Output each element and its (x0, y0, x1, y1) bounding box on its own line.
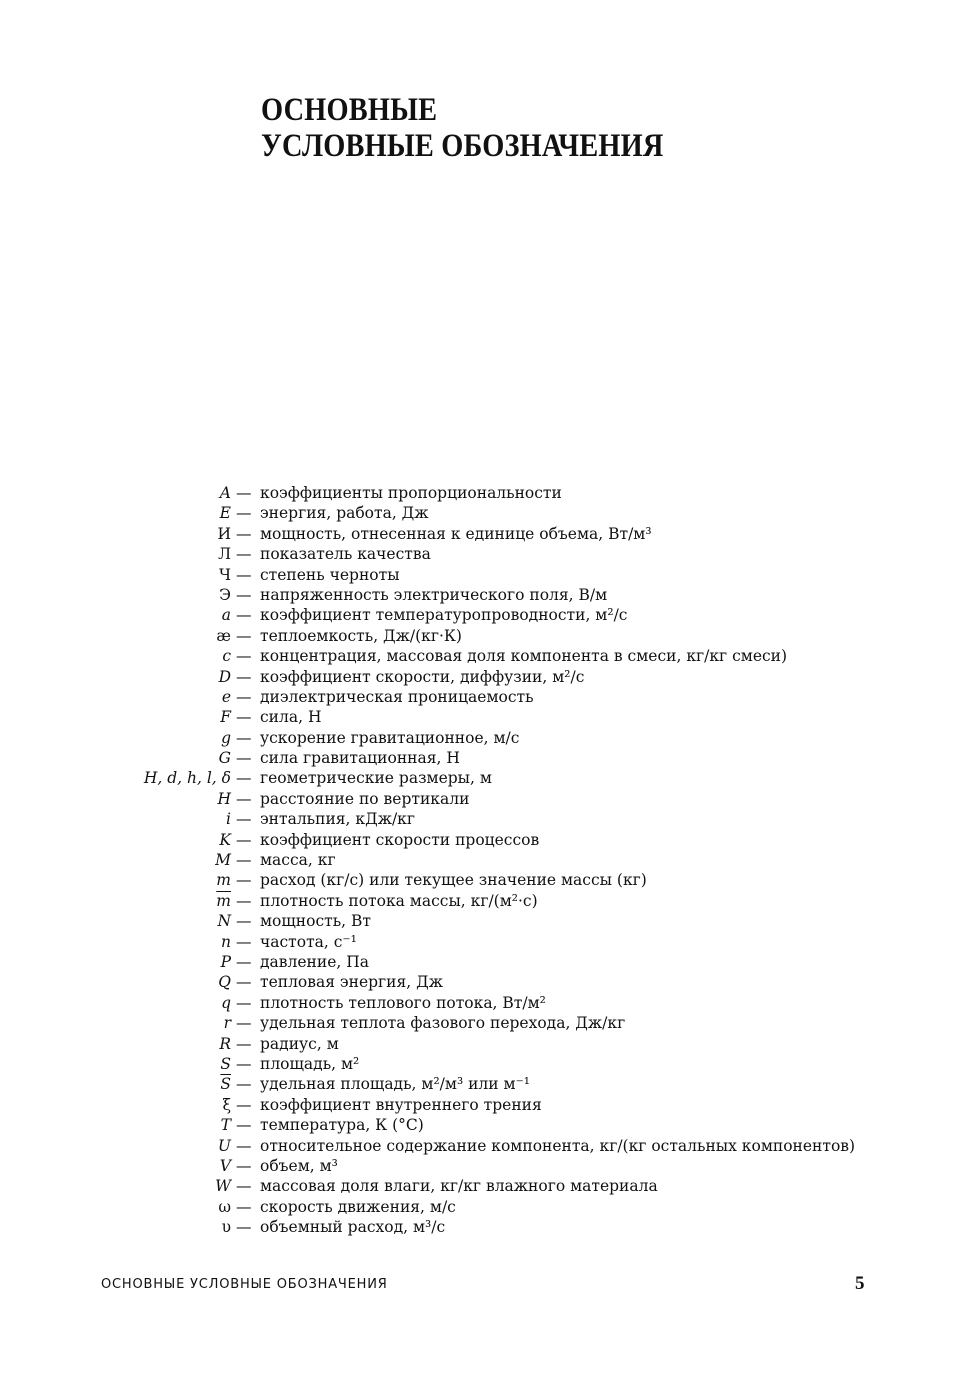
notation-row (0, 993, 975, 1013)
notation-row (0, 524, 975, 544)
notation-dash: — (236, 1034, 252, 1053)
notation-description: сила, Н (260, 708, 322, 727)
notation-description: напряженность электрического поля, В/м (260, 585, 608, 604)
notation-row (0, 1115, 975, 1135)
notation-list (0, 483, 975, 1237)
notation-row (0, 544, 975, 564)
notation-dash: — (236, 912, 252, 931)
notation-description: скорость движения, м/с (260, 1197, 456, 1216)
notation-description: коэффициент внутреннего трения (260, 1095, 542, 1114)
notation-dash: — (236, 728, 252, 747)
notation-dash: — (236, 993, 252, 1012)
notation-symbol: H (217, 789, 231, 808)
notation-dash: — (236, 973, 252, 992)
notation-row (0, 972, 975, 992)
notation-symbol: Q (218, 973, 231, 992)
notation-dash: — (236, 789, 252, 808)
notation-symbol: ω (218, 1197, 231, 1216)
notation-dash: — (236, 749, 252, 768)
notation-symbol: a (221, 606, 231, 625)
notation-description: тепловая энергия, Дж (260, 973, 443, 992)
notation-dash: — (236, 606, 252, 625)
notation-symbol: H, d, h, l, δ (143, 769, 231, 788)
notation-description: коэффициенты пропорциональности (260, 484, 562, 502)
notation-row (0, 911, 975, 931)
notation-dash: — (236, 1218, 252, 1237)
notation-dash: — (236, 545, 252, 564)
notation-symbol: q (221, 993, 231, 1012)
notation-row (0, 748, 975, 768)
notation-dash: — (236, 687, 252, 706)
notation-row (0, 850, 975, 870)
notation-symbol: A (219, 484, 231, 502)
notation-symbol: N (217, 912, 231, 931)
notation-dash: — (236, 830, 252, 849)
notation-dash: — (236, 1014, 252, 1033)
page-title-line-1: ОСНОВНЫЕ (261, 92, 438, 128)
notation-dash: — (236, 504, 252, 523)
notation-description: коэффициент температуропроводности, м²/с (260, 606, 628, 625)
notation-dash: — (236, 952, 252, 971)
notation-row (0, 1074, 975, 1094)
notation-row (0, 1054, 975, 1074)
notation-row (0, 687, 975, 707)
notation-description: энергия, работа, Дж (260, 504, 429, 523)
notation-dash: — (236, 1054, 252, 1073)
notation-description: удельная площадь, м²/м³ или м⁻¹ (260, 1075, 530, 1094)
notation-dash: — (236, 871, 252, 890)
notation-row (0, 667, 975, 687)
notation-symbol: E (219, 504, 231, 523)
notation-row (0, 707, 975, 727)
notation-dash: — (236, 484, 252, 502)
notation-dash: — (236, 667, 252, 686)
notation-symbol: æ (216, 626, 231, 645)
notation-row (0, 1034, 975, 1054)
notation-row (0, 626, 975, 646)
notation-symbol: T (220, 1116, 231, 1135)
notation-symbol: M (215, 851, 231, 870)
notation-description: геометрические размеры, м (260, 769, 492, 788)
notation-symbol: $\overline{S}$ (220, 1075, 231, 1094)
notation-row (0, 789, 975, 809)
notation-symbol: F (220, 708, 231, 727)
notation-row (0, 891, 975, 911)
notation-description: теплоемкость, Дж/(кг·К) (260, 626, 462, 645)
notation-symbol: g (221, 728, 231, 747)
notation-row (0, 952, 975, 972)
notation-symbol: Л (218, 545, 231, 564)
notation-symbol: K (219, 830, 231, 849)
notation-description: площадь, м² (260, 1054, 360, 1073)
notation-row (0, 809, 975, 829)
notation-symbol: υ (221, 1218, 231, 1237)
notation-description: радиус, м (260, 1034, 339, 1053)
notation-dash: — (236, 1095, 252, 1114)
notation-symbol: D (218, 667, 231, 686)
notation-description: концентрация, массовая доля компонента в смеси, кг/кг смеси) (260, 647, 788, 666)
notation-description: коэффициент скорости процессов (260, 830, 540, 849)
notation-row (0, 1013, 975, 1033)
notation-symbol: m (216, 871, 231, 890)
notation-description: расход (кг/с) или текущее значение массы (кг) (260, 871, 647, 890)
notation-symbol: И (217, 524, 231, 543)
running-footer-title: ОСНОВНЫЕ УСЛОВНЫЕ ОБОЗНАЧЕНИЯ (101, 1277, 388, 1292)
notation-description: плотность потока массы, кг/(м²·с) (260, 891, 538, 910)
notation-symbol: e (221, 687, 231, 706)
page-title (261, 92, 664, 164)
notation-row (0, 565, 975, 585)
notation-symbol: $\overline{m}$ (216, 891, 231, 910)
notation-dash: — (236, 1116, 252, 1135)
notation-description: показатель качества (260, 545, 431, 564)
notation-row (0, 1095, 975, 1115)
notation-description: энтальпия, кДж/кг (260, 810, 415, 829)
notation-symbol: R (219, 1034, 231, 1053)
notation-symbol: Э (219, 585, 231, 604)
notation-description: коэффициент скорости, диффузии, м²/с (260, 667, 585, 686)
notation-description: мощность, Вт (260, 912, 371, 931)
notation-symbol: r (223, 1014, 231, 1033)
notation-dash: — (236, 626, 252, 645)
notation-row (0, 1136, 975, 1156)
notation-symbol: n (221, 932, 231, 951)
notation-symbol: Ч (219, 565, 231, 584)
notation-row (0, 768, 975, 788)
notation-description: ускорение гравитационное, м/с (260, 728, 520, 747)
notation-row (0, 1176, 975, 1196)
notation-description: расстояние по вертикали (260, 789, 470, 808)
notation-symbol: P (220, 952, 231, 971)
page-number: 5 (855, 1273, 865, 1294)
notation-row (0, 503, 975, 523)
notation-symbol: G (218, 749, 231, 768)
notation-row (0, 585, 975, 605)
notation-dash: — (236, 1156, 252, 1175)
notation-dash: — (236, 565, 252, 584)
notation-row (0, 1217, 975, 1237)
notation-dash: — (236, 1136, 252, 1155)
notation-description: диэлектрическая проницаемость (260, 687, 534, 706)
notation-dash: — (236, 891, 252, 910)
notation-description: степень черноты (260, 565, 400, 584)
notation-description: мощность, отнесенная к единице объема, Вт/м³ (260, 524, 652, 543)
notation-row (0, 605, 975, 625)
notation-symbol: S (220, 1054, 231, 1073)
notation-description: температура, К (°С) (260, 1116, 424, 1135)
notation-row (0, 483, 975, 503)
notation-symbol: V (219, 1156, 231, 1175)
notation-symbol: c (222, 647, 231, 666)
notation-dash: — (236, 1075, 252, 1094)
notation-dash: — (236, 647, 252, 666)
notation-dash: — (236, 932, 252, 951)
page-title-line-2: УСЛОВНЫЕ ОБОЗНАЧЕНИЯ (261, 128, 664, 164)
notation-symbol: U (217, 1136, 231, 1155)
notation-dash: — (236, 810, 252, 829)
notation-description: объемный расход, м³/с (260, 1218, 446, 1237)
notation-description: сила гравитационная, Н (260, 749, 460, 768)
notation-dash: — (236, 851, 252, 870)
notation-description: массовая доля влаги, кг/кг влажного материала (260, 1177, 658, 1196)
notation-description: частота, с⁻¹ (260, 932, 357, 951)
notation-dash: — (236, 1197, 252, 1216)
notation-symbol: i (226, 810, 231, 829)
notation-description: удельная теплота фазового перехода, Дж/кг (260, 1014, 626, 1033)
notation-description: масса, кг (260, 851, 336, 870)
notation-dash: — (236, 524, 252, 543)
notation-description: относительное содержание компонента, кг/(кг остальных компонентов) (260, 1136, 856, 1155)
notation-symbol: ξ (222, 1095, 231, 1114)
notation-row (0, 830, 975, 850)
notation-dash: — (236, 1177, 252, 1196)
notation-row (0, 728, 975, 748)
notation-dash: — (236, 585, 252, 604)
notation-row (0, 1197, 975, 1217)
notation-row (0, 932, 975, 952)
notation-row (0, 646, 975, 666)
notation-dash: — (236, 708, 252, 727)
notation-symbol: W (215, 1177, 231, 1196)
notation-description: плотность теплового потока, Вт/м² (260, 993, 546, 1012)
notation-row (0, 1156, 975, 1176)
notation-description: давление, Па (260, 952, 369, 971)
notation-description: объем, м³ (260, 1156, 338, 1175)
notation-dash: — (236, 769, 252, 788)
notation-row (0, 870, 975, 890)
